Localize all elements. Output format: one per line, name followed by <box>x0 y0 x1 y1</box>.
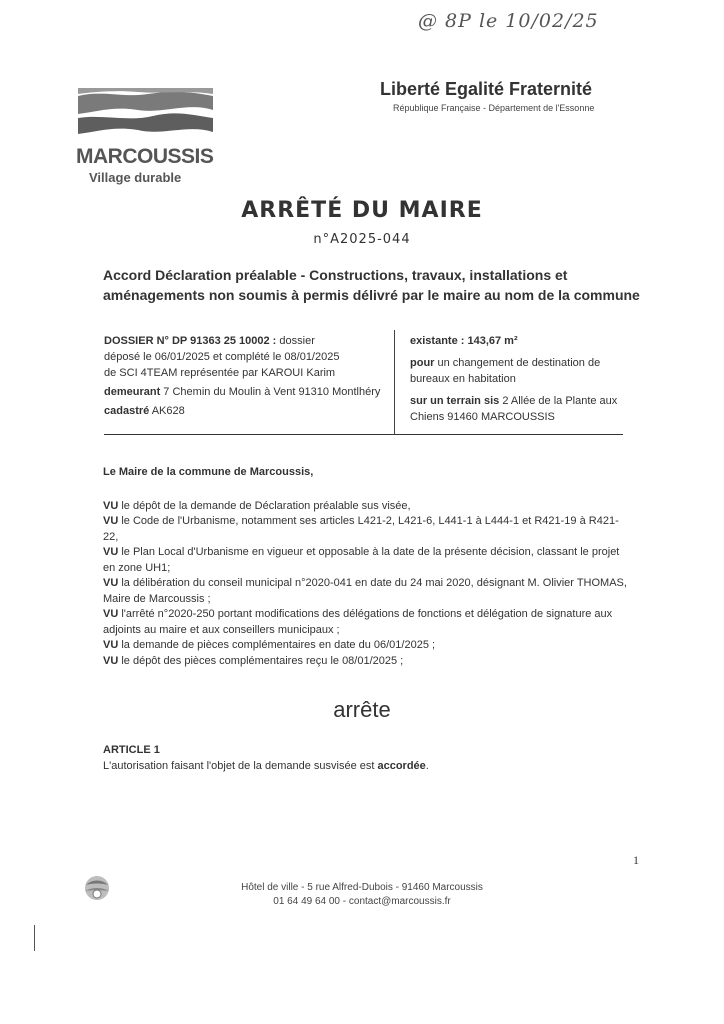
decision-subject-line: Accord Déclaration préalable - Constructions, travaux, installations et <box>103 267 568 283</box>
visa-item <box>103 607 633 638</box>
visa-item <box>103 654 633 670</box>
dossier-dates: déposé le 06/01/2025 et complété le 08/01/2025 <box>104 351 340 363</box>
cadastre-value: AK628 <box>149 405 185 417</box>
marcoussis-logo-icon <box>78 88 213 144</box>
dossier-applicant: de SCI 4TEAM représentée par KAROUI Karim <box>104 367 336 379</box>
republic-subtitle: République Française - Département de l'Essonne <box>393 103 595 113</box>
visa-label: VU <box>103 499 119 512</box>
visa-text: l'arrêté n°2020-250 portant modifications des délégations de fonctions et délégation de signature aux adjoints au maire et aux conseillers municipaux ; <box>103 608 613 636</box>
visa-label: VU <box>103 546 119 558</box>
demeurant-value: 7 Chemin du Moulin à Vent 91310 Montlhéry <box>160 386 381 398</box>
visa-text: la demande de pièces complémentaires en date du 06/01/2025 ; <box>118 639 436 651</box>
footer-address: Hôtel de ville - 5 rue Alfred-Dubois - 91460 Marcoussis <box>241 882 483 893</box>
visa-label: VU <box>103 608 119 620</box>
visa-text: la délibération du conseil municipal n°2020-041 en date du 24 mai 2020, désignant M. Olivier THOMAS, Maire de Marcoussis ; <box>103 577 627 605</box>
visa-item <box>103 576 633 607</box>
pour-value: un changement de destination de bureaux en habitation <box>410 357 601 385</box>
visa-label: VU <box>103 515 119 527</box>
dossier-label: DOSSIER N° DP 91363 25 10002 : <box>104 335 277 347</box>
visas-section <box>103 465 633 669</box>
page-title: ARRÊTÉ DU MAIRE <box>241 198 483 223</box>
article-end: . <box>425 760 429 772</box>
visa-text: le dépôt des pièces complémentaires reçu le 08/01/2025 ; <box>118 654 404 667</box>
arrete-heading: arrête <box>333 697 391 722</box>
visa-item <box>103 638 633 654</box>
footer-contact: 01 64 49 64 00 - contact@marcoussis.fr <box>273 896 451 907</box>
demeurant-label: demeurant <box>104 386 161 398</box>
arrete-number: n°A2025-044 <box>313 232 411 247</box>
article-1 <box>103 742 429 774</box>
visa-item <box>103 514 633 545</box>
pour-label: pour <box>410 357 435 369</box>
page-number: 1 <box>633 853 639 867</box>
terrain-label: sur un terrain sis <box>410 395 500 407</box>
footer <box>0 881 724 909</box>
visa-text: le Plan Local d'Urbanisme en vigueur et opposable à la date de la présente décision, classant le projet en zone UH1; <box>103 546 620 574</box>
dossier-info <box>104 333 389 419</box>
terrain-value: 2 Allée de la Plante aux Chiens 91460 MARCOUSSIS <box>410 395 618 423</box>
visa-text: le Code de l'Urbanisme, notamment ses articles L421-2, L421-6, L441-1 à L444-1 et R421-19 à R421-22, <box>103 515 619 543</box>
maire-heading: Le Maire de la commune de Marcoussis, <box>103 466 314 478</box>
scan-edge-mark <box>34 925 35 951</box>
logo-name: MARCOUSSIS <box>76 145 214 168</box>
visa-text: le dépôt de la demande de Déclaration préalable sus visée, <box>118 499 411 512</box>
visa-item <box>103 499 633 515</box>
article-text: L'autorisation faisant l'objet de la demande susvisée est <box>103 760 378 772</box>
dossier-bottom-rule <box>104 434 623 435</box>
article-heading: ARTICLE 1 <box>103 744 160 756</box>
dossier-text: dossier <box>276 335 315 347</box>
dossier-divider <box>394 330 395 434</box>
visa-item <box>103 545 633 576</box>
decision-subject-line: aménagements non soumis à permis délivré par le maire au nom de la commune <box>103 287 640 303</box>
article-decision: accordée <box>377 760 426 772</box>
visa-label: VU <box>103 639 119 651</box>
visa-label: VU <box>103 654 119 667</box>
cadastre-label: cadastré <box>104 405 150 417</box>
existante-label: existante : 143,67 m² <box>410 335 518 347</box>
republic-motto: Liberté Egalité Fraternité <box>380 79 593 99</box>
handwritten-note: @ 8P le 10/02/25 <box>418 10 599 32</box>
visa-label: VU <box>103 577 119 589</box>
logo-tagline: Village durable <box>89 170 182 185</box>
dossier-details <box>410 333 640 431</box>
decision-subject <box>103 265 643 305</box>
